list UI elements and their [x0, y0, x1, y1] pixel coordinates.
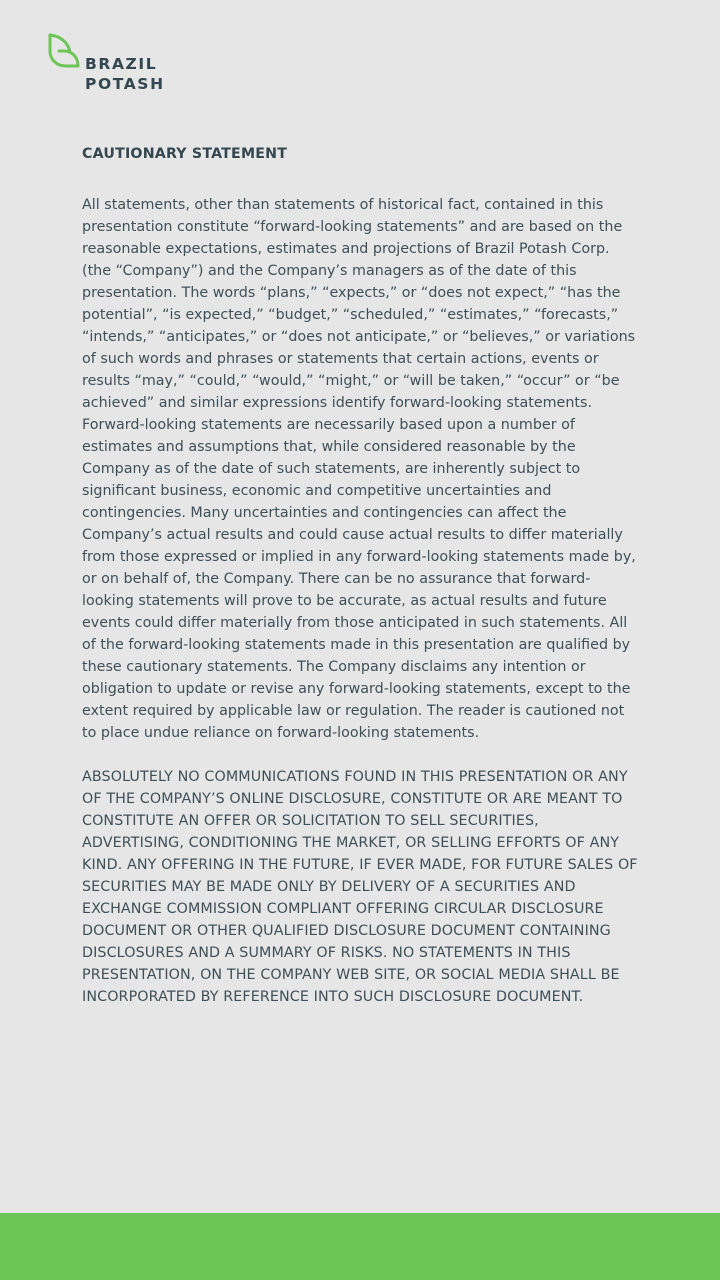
brand-logo — [48, 33, 165, 93]
page-title: CAUTIONARY STATEMENT — [82, 146, 288, 162]
disclosure-paragraph: ABSOLUTELY NO COMMUNICATIONS FOUND IN THIS PRESENTATION OR ANY OF THE COMPANY’S ONLINE DISCLOSURE, CONSTITUTE OR ARE MEANT TO CONSTITUTE AN OFFER OR SOLICITATION TO SELL SECURITIES, ADVERTISING, CONDITIONING THE MARKET, OR SELLING EFFORTS OF ANY KIND. ANY OFFERING IN THE FUTURE, IF EVER MADE, FOR FUTURE SALES OF SECURITIES MAY BE MADE ONLY BY DELIVERY OF A SECURITIES AND EXCHANGE COMMISSION COMPLIANT OFFERING CIRCULAR DISCLOSURE DOCUMENT OR OTHER QUALIFIED DISCLOSURE DOCUMENT CONTAINING DISCLOSURES AND A SUMMARY OF RISKS. NO STATEMENTS IN THIS PRESENTATION, ON THE COMPANY WEB SITE, OR SOCIAL MEDIA SHALL BE INCORPORATED BY REFERENCE INTO SUCH DISCLOSURE DOCUMENT. — [82, 769, 638, 1005]
document-body — [82, 194, 642, 1030]
brand-wordmark — [85, 54, 165, 94]
leaf-logo-icon — [48, 33, 82, 71]
brand-line-1: BRAZIL — [85, 55, 158, 73]
forward-looking-paragraph: All statements, other than statements of historical fact, contained in this presentation constitute “forward-looking statements” and are based on the reasonable expectations, estimates and projections of Brazil Potash Corp. (the “Company”) and the Company’s managers as of the date of this presentation. The words “plans,” “expects,” or “does not expect,” “has the potential”, “is expected,” “budget,” “scheduled,” “estimates,” “forecasts,” “intends,” “anticipates,” or “does not anticipate,” or “believes,” or variations of such words and phrases or statements that certain actions, events or results “may,” “could,” “would,” “might,” or “will be taken,” “occur” or “be achieved” and similar expressions identify forward-looking statements. Forward-looking statements are necessarily based upon a number of estimates and assumptions that, while considered reasonable by the Company as of the date of such statements, are inherently subject to significant business, economic and competitive uncertainties and contingencies. Many uncertainties and contingencies can affect the Company’s actual results and could cause actual results to differ materially from those expressed or implied in any forward-looking statements made by, or on behalf of, the Company. There can be no assurance that forward-looking statements will prove to be accurate, as actual results and future events could differ materially from those anticipated in such statements. All of the forward-looking statements made in this presentation are qualified by these cautionary statements. The Company disclaims any intention or obligation to update or revise any forward-looking statements, except to the extent required by applicable law or regulation. The reader is cautioned not to place undue reliance on forward-looking statements. — [82, 197, 636, 741]
brand-line-2: POTASH — [85, 75, 165, 93]
footer-bar — [0, 1213, 720, 1280]
